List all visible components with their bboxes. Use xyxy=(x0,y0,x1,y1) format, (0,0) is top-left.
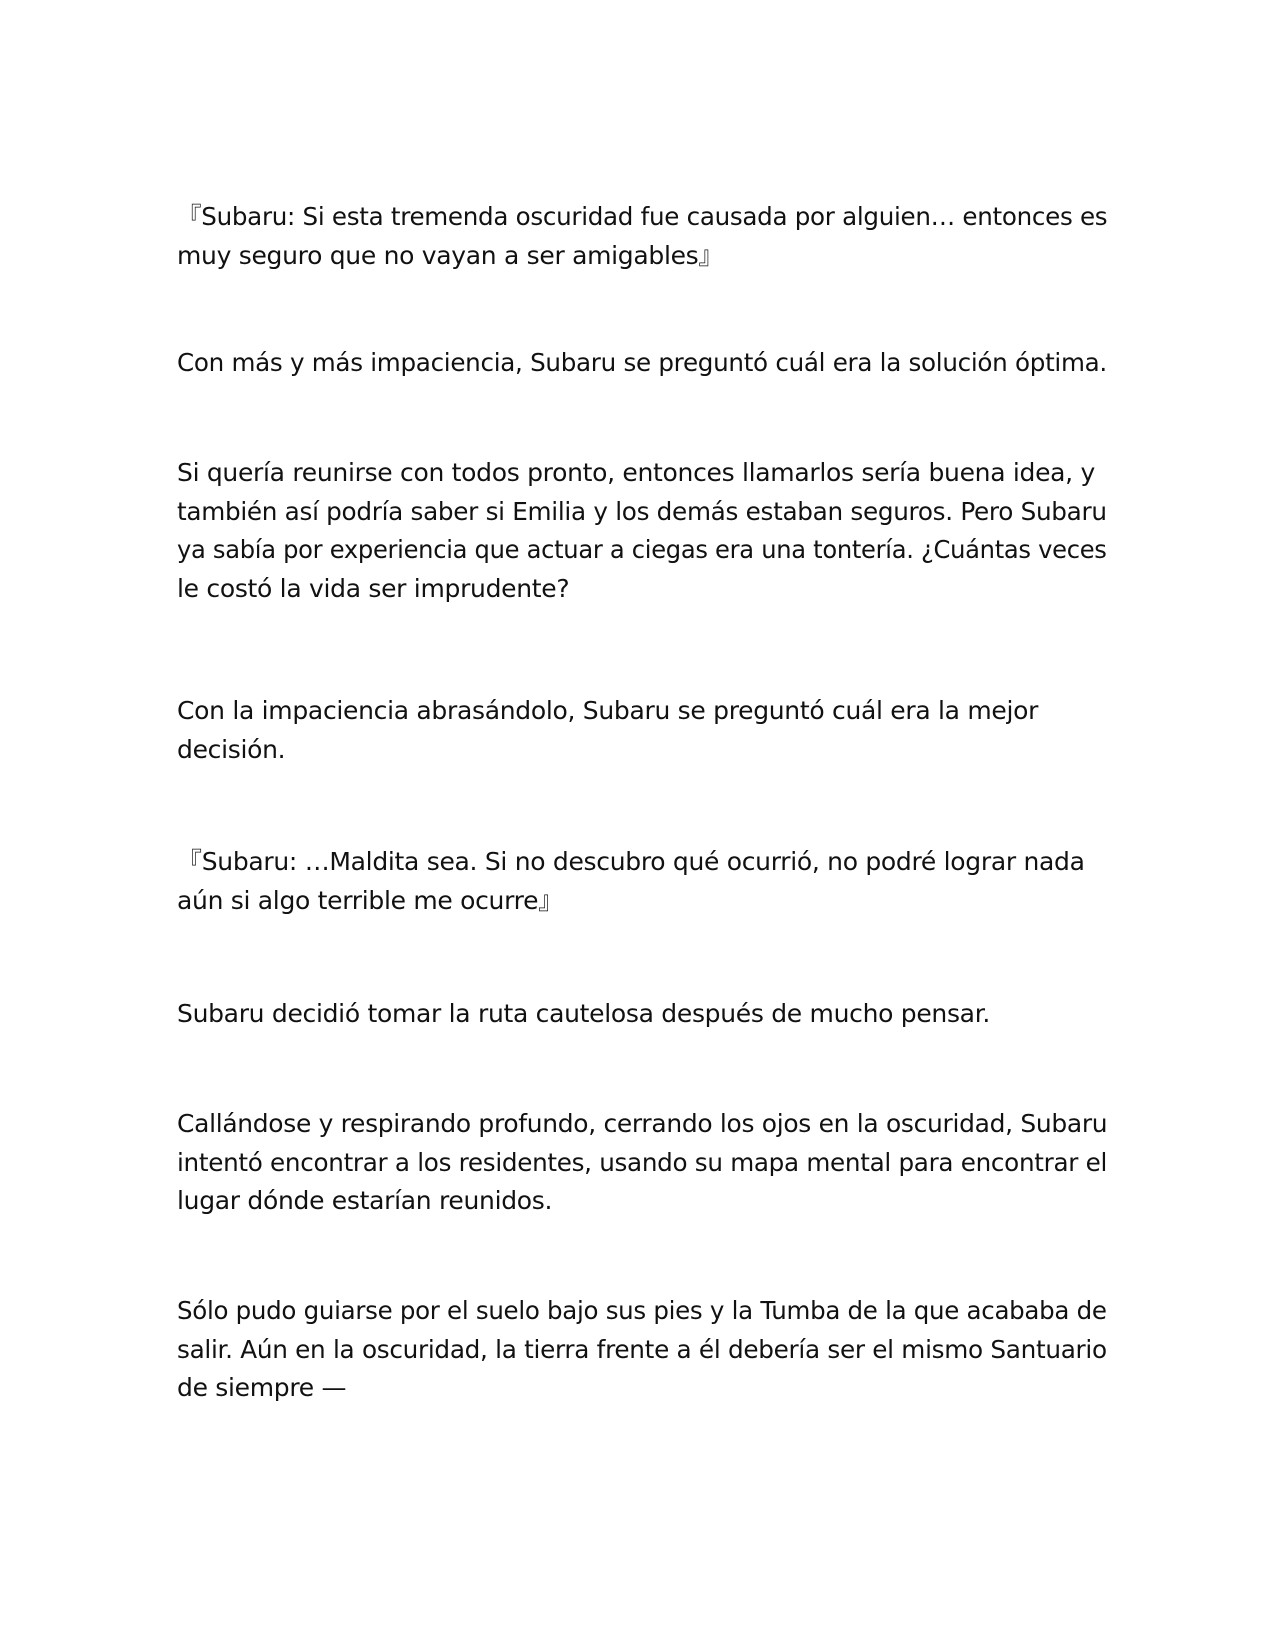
paragraph-dialogue-1 xyxy=(177,198,1107,275)
text-line: ya sabía por experiencia que actuar a ciegas era una tontería. ¿Cuántas veces xyxy=(177,535,1107,564)
paragraph-dialogue-2 xyxy=(177,843,1107,920)
paragraph-8 xyxy=(177,1292,1107,1408)
text-line: Con la impaciencia abrasándolo, Subaru se preguntó cuál era la mejor xyxy=(177,696,1039,725)
paragraph-6 xyxy=(177,995,1107,1034)
paragraph-2 xyxy=(177,344,1107,383)
text-line: Callándose y respirando profundo, cerrando los ojos en la oscuridad, Subaru xyxy=(177,1109,1108,1138)
text-line: Sólo pudo guiarse por el suelo bajo sus pies y la Tumba de la que acababa de xyxy=(177,1296,1107,1325)
text-line: 『Subaru: …Maldita sea. Si no descubro qué ocurrió, no podré lograr nada xyxy=(177,847,1085,876)
text-line: le costó la vida ser imprudente? xyxy=(177,573,570,603)
text-line: salir. Aún en la oscuridad, la tierra frente a él debería ser el mismo Santuario xyxy=(177,1334,1107,1364)
text-line: de siempre — xyxy=(177,1373,347,1402)
text-line: Si quería reunirse con todos pronto, entonces llamarlos sería buena idea, y xyxy=(177,458,1095,487)
paragraph-7 xyxy=(177,1105,1107,1221)
paragraph-3 xyxy=(177,454,1107,608)
paragraph-4 xyxy=(177,692,1107,769)
text-line: Con más y más impaciencia, Subaru se preguntó cuál era la solución óptima. xyxy=(177,348,1107,377)
text-line: 『Subaru: Si esta tremenda oscuridad fue causada por alguien… entonces es xyxy=(177,202,1108,231)
text-line: aún si algo terrible me ocurre』 xyxy=(177,885,563,915)
text-line: lugar dónde estarían reunidos. xyxy=(177,1186,553,1215)
text-line: también así podría saber si Emilia y los demás estaban seguros. Pero Subaru xyxy=(177,496,1107,526)
text-line: Subaru decidió tomar la ruta cautelosa después de mucho pensar. xyxy=(177,999,991,1028)
text-line: intentó encontrar a los residentes, usando su mapa mental para encontrar el xyxy=(177,1147,1108,1177)
text-line: muy seguro que no vayan a ser amigables』 xyxy=(177,240,724,270)
text-line: decisión. xyxy=(177,734,286,764)
